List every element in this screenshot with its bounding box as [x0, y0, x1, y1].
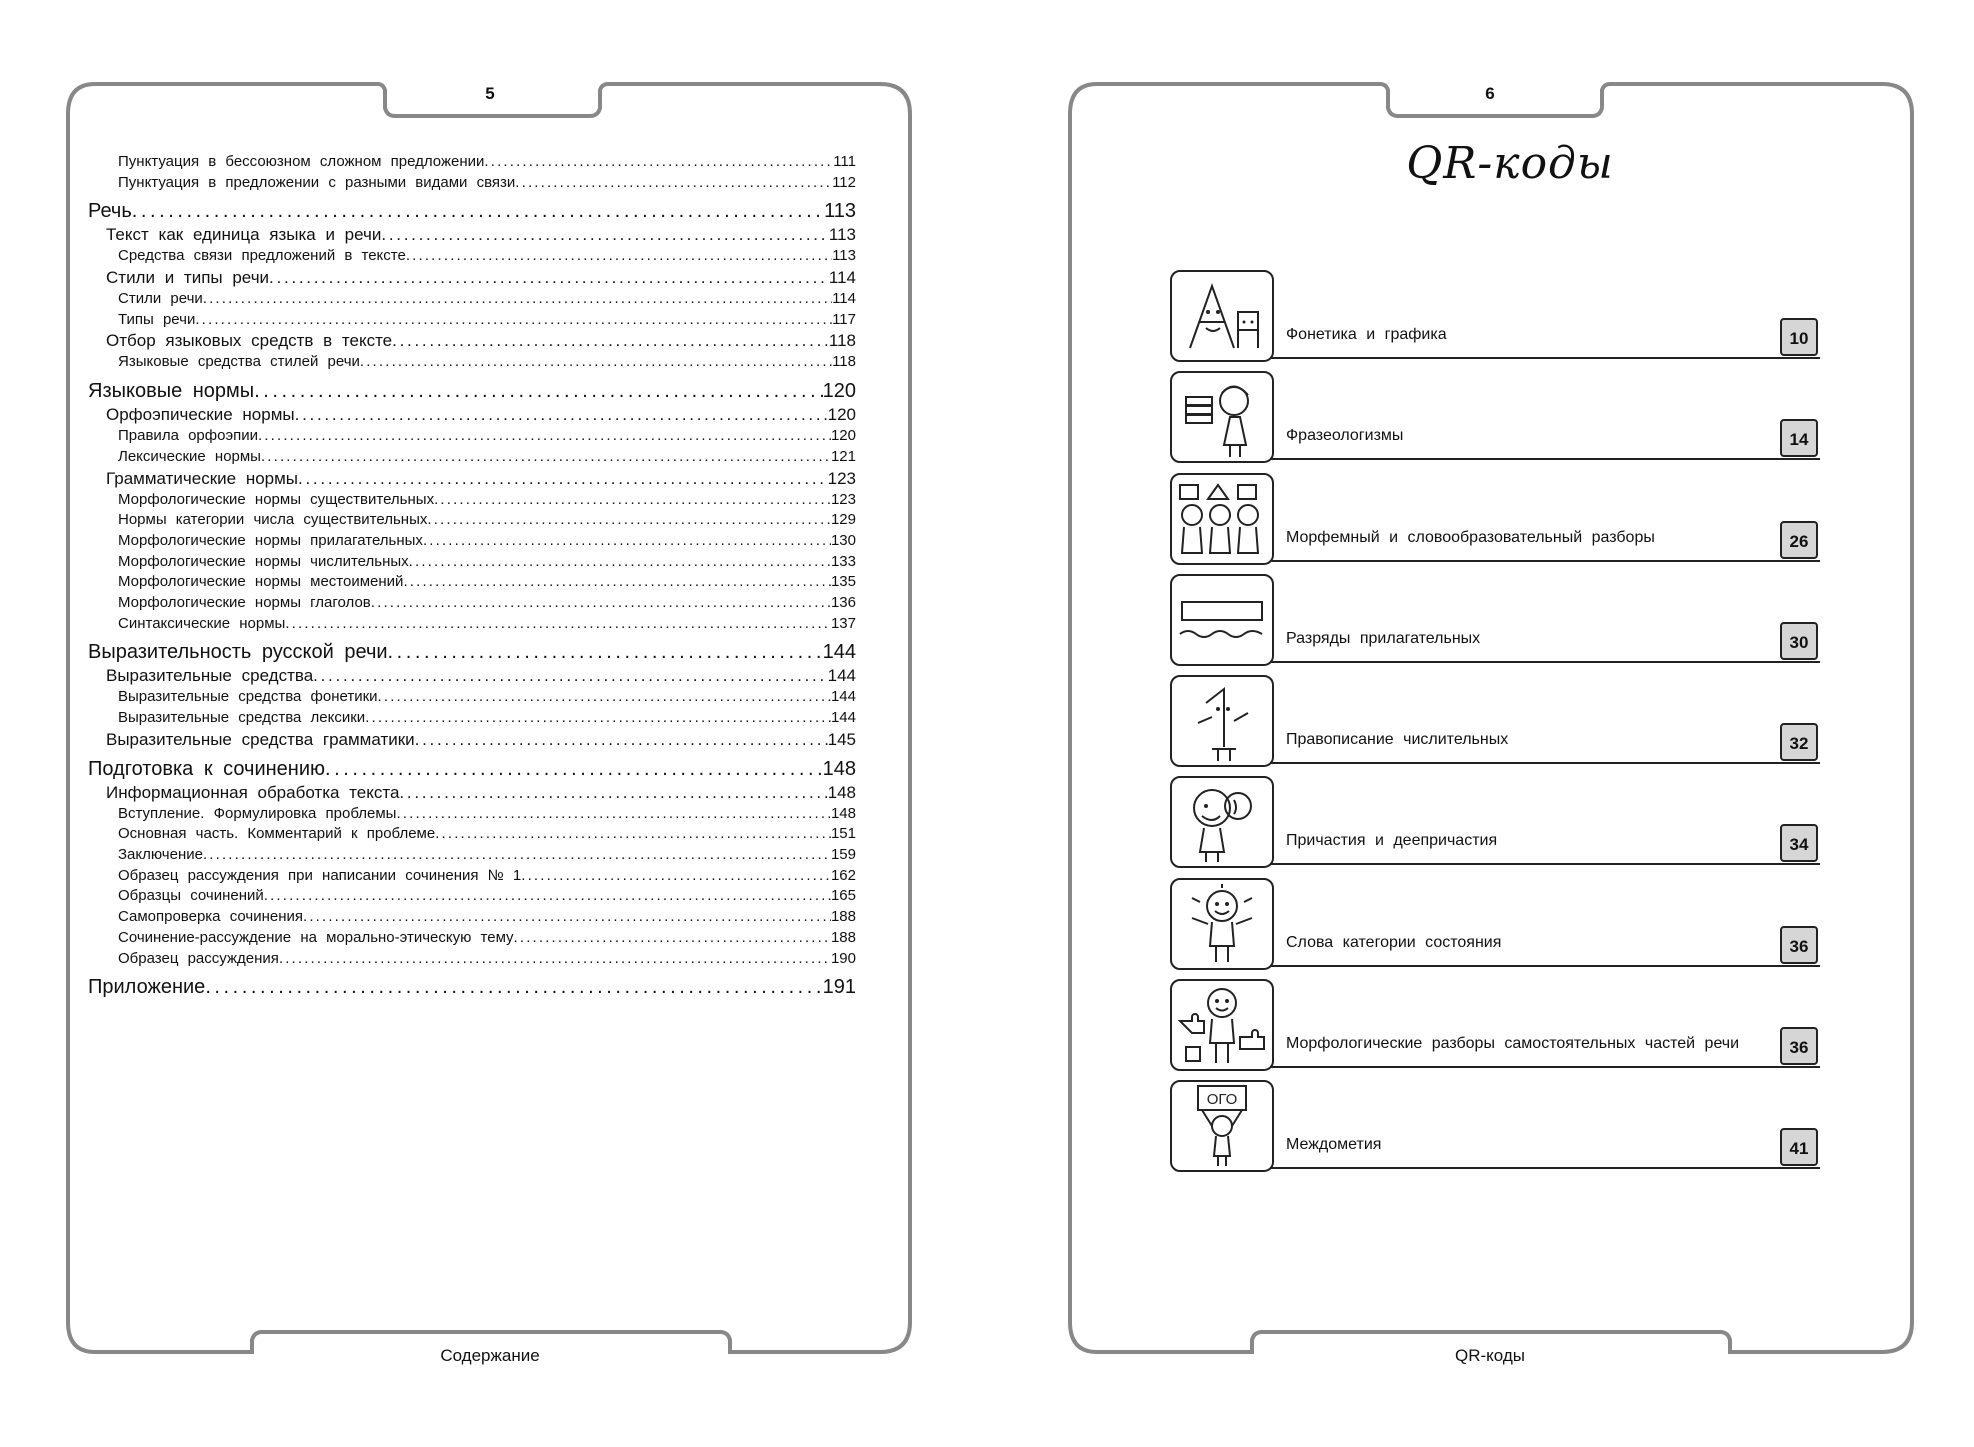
toc-entry[interactable]: [88, 908, 856, 929]
toc-leader-dots: [132, 200, 824, 223]
toc-entry[interactable]: [88, 950, 856, 971]
toc-entry[interactable]: [88, 976, 856, 1001]
toc-entry-title: Подготовка к сочинению: [88, 757, 326, 780]
toc-entry-title: Речь: [88, 200, 132, 223]
toc-entry-page: 117: [832, 310, 856, 328]
toc-entry-page: 144: [827, 666, 856, 686]
toc-leader-dots: [371, 594, 831, 611]
qr-item-page-badge: 34: [1780, 824, 1818, 862]
toc-leader-dots: [264, 887, 831, 904]
children-morpheme-signs-icon: [1170, 473, 1274, 565]
toc-entry[interactable]: [88, 867, 856, 888]
toc-entry-page: 111: [833, 153, 856, 170]
toc-entry-page: 112: [832, 173, 856, 191]
toc-entry-title: Морфологические нормы прилагательных: [118, 531, 423, 549]
qr-item-label: Фразеологизмы: [1286, 427, 1404, 445]
toc-leader-dots: [514, 929, 831, 946]
toc-entry[interactable]: [88, 247, 856, 268]
toc-entry[interactable]: [88, 758, 856, 783]
toc-entry-title: Морфологические нормы числительных: [118, 552, 409, 570]
qr-item-underline: [1270, 965, 1820, 967]
toc-entry-page: 159: [830, 846, 856, 864]
qr-item-label: Морфемный и словообразовательный разборы: [1286, 528, 1655, 546]
toc-leader-dots: [279, 950, 831, 967]
toc-entry[interactable]: [88, 846, 856, 867]
toc-entry-title: Образцы сочинений: [118, 887, 264, 905]
toc-leader-dots: [254, 380, 822, 403]
boy-puzzle-icon: [1170, 979, 1274, 1071]
toc-entry-title: Основная часть. Комментарий к проблеме: [118, 825, 436, 843]
toc-entry-page: 118: [828, 331, 856, 351]
qr-list-item[interactable]: [1170, 473, 1820, 574]
toc-leader-dots: [365, 709, 831, 726]
toc-entry-title: Текст как единица языка и речи: [106, 225, 382, 245]
toc-entry-title: Морфологические нормы местоимений: [118, 573, 404, 591]
toc-leader-dots: [403, 573, 831, 590]
boy-magnifier-icon: [1170, 776, 1274, 868]
toc-entry-page: 165: [830, 887, 856, 905]
toc-entry[interactable]: [88, 268, 856, 290]
qr-item-underline: [1270, 863, 1820, 865]
toc-leader-dots: [313, 666, 827, 686]
toc-entry[interactable]: [88, 615, 856, 636]
toc-leader-dots: [203, 290, 832, 307]
toc-entry-page: 137: [830, 614, 856, 632]
toc-entry-page: 114: [828, 268, 856, 288]
toc-entry-title: Отбор языковых средств в тексте: [106, 331, 393, 351]
toc-entry-title: Выразительные средства грамматики: [106, 729, 415, 749]
qr-item-page-badge: 32: [1780, 723, 1818, 761]
table-of-contents: [88, 153, 856, 1001]
toc-entry[interactable]: [88, 805, 856, 826]
toc-leader-dots: [298, 469, 828, 489]
qr-item-page-badge: 10: [1780, 318, 1818, 356]
toc-leader-dots: [435, 825, 831, 842]
toc-entry[interactable]: [88, 225, 856, 247]
toc-entry-title: Стили и типы речи: [106, 268, 270, 288]
toc-entry-page: 118: [832, 353, 856, 371]
qr-list-item[interactable]: [1170, 574, 1820, 675]
qr-code-list: [1170, 270, 1820, 1182]
qr-item-underline: [1270, 560, 1820, 562]
boy-sign-ogo-icon: [1170, 1080, 1274, 1172]
toc-leader-dots: [521, 867, 831, 884]
toc-entry-page: 113: [828, 225, 856, 245]
toc-entry[interactable]: [88, 688, 856, 709]
toc-entry-page: 136: [830, 593, 856, 611]
toc-entry[interactable]: [88, 380, 856, 405]
toc-entry-title: Морфологические нормы существительных: [118, 490, 435, 508]
toc-entry-page: 188: [830, 928, 856, 946]
toc-entry[interactable]: [88, 353, 856, 374]
toc-entry-title: Пунктуация в предложении с разными видами связи: [118, 173, 516, 191]
toc-entry-page: 130: [830, 531, 856, 549]
qr-list-item[interactable]: [1170, 371, 1820, 472]
toc-entry-page: 144: [830, 709, 856, 726]
toc-entry[interactable]: [88, 929, 856, 950]
toc-entry-page: 151: [830, 825, 856, 843]
toc-entry-title: Вступление. Формулировка проблемы: [118, 804, 397, 822]
qr-item-underline: [1270, 661, 1820, 663]
qr-list-item[interactable]: [1170, 878, 1820, 979]
toc-leader-dots: [392, 331, 829, 351]
toc-entry-title: Стили речи: [118, 290, 203, 308]
toc-entry-title: Языковые нормы: [88, 380, 255, 403]
toc-leader-dots: [258, 427, 831, 444]
qr-item-label: Слова категории состояния: [1286, 933, 1502, 951]
toc-entry[interactable]: [88, 290, 856, 311]
toc-entry[interactable]: [88, 174, 856, 195]
toc-entry-page: 129: [830, 511, 856, 529]
toc-entry[interactable]: [88, 825, 856, 846]
svg-text:ОГО: ОГО: [1206, 1091, 1238, 1109]
happy-boy-icon: [1170, 878, 1274, 970]
toc-entry-title: Языковые средства стилей речи: [118, 353, 360, 371]
qr-item-page-badge: 26: [1780, 521, 1818, 559]
toc-entry-title: Пунктуация в бессоюзном сложном предложении: [118, 153, 485, 170]
toc-leader-dots: [195, 311, 832, 328]
toc-entry[interactable]: [88, 405, 856, 427]
toc-leader-dots: [295, 405, 828, 425]
toc-entry-page: 121: [830, 447, 856, 465]
toc-entry[interactable]: [88, 427, 856, 448]
toc-entry[interactable]: [88, 491, 856, 512]
toc-entry-title: Образец рассуждения при написании сочинения № 1: [118, 866, 522, 884]
qr-item-underline: [1270, 1066, 1820, 1068]
toc-entry-page: 120: [827, 405, 856, 425]
toc-entry-page: 120: [822, 380, 856, 403]
toc-entry[interactable]: [88, 783, 856, 805]
qr-list-item[interactable]: [1170, 776, 1820, 877]
left-page-number: 5: [485, 84, 495, 103]
toc-entry-page: 190: [830, 949, 856, 967]
toc-entry[interactable]: [88, 666, 856, 688]
toc-entry-page: 148: [827, 782, 856, 802]
toc-entry-page: 113: [832, 247, 856, 265]
toc-entry-page: 145: [827, 729, 856, 749]
toc-leader-dots: [388, 641, 823, 664]
toc-entry-page: 188: [830, 908, 856, 926]
toc-leader-dots: [434, 491, 831, 508]
toc-entry-title: Правила орфоэпии: [118, 427, 258, 445]
toc-leader-dots: [423, 532, 831, 549]
toc-entry-page: 148: [830, 804, 856, 822]
toc-leader-dots: [415, 730, 828, 750]
qr-item-underline: [1270, 762, 1820, 764]
right-page-footer: QR-коды: [1454, 1346, 1525, 1365]
toc-leader-dots: [285, 615, 831, 632]
qr-item-page-badge: 30: [1780, 622, 1818, 660]
toc-entry-title: Морфологические нормы глаголов: [118, 593, 371, 611]
toc-entry-title: Образец рассуждения: [118, 949, 279, 967]
toc-leader-dots: [303, 908, 831, 925]
toc-entry-title: Типы речи: [118, 310, 196, 328]
qr-item-label: Морфологические разборы самостоятельных частей речи: [1286, 1035, 1740, 1053]
toc-entry[interactable]: [88, 709, 856, 730]
toc-entry[interactable]: [88, 331, 856, 353]
qr-item-page-badge: 36: [1780, 926, 1818, 964]
toc-entry[interactable]: [88, 730, 856, 752]
qr-list-item[interactable]: [1170, 270, 1820, 371]
toc-leader-dots: [409, 553, 831, 570]
toc-entry-page: 133: [830, 552, 856, 570]
toc-leader-dots: [269, 268, 829, 288]
toc-entry-page: 113: [824, 200, 856, 223]
qr-list-item[interactable]: [1170, 675, 1820, 776]
qr-item-underline: [1270, 1167, 1820, 1169]
toc-entry-title: Нормы категории числа существительных: [118, 511, 428, 529]
toc-leader-dots: [325, 758, 823, 781]
qr-item-page-badge: 14: [1780, 419, 1818, 457]
toc-entry-title: Заключение: [118, 846, 203, 864]
page-title: QR-коды: [1406, 138, 1614, 189]
toc-leader-dots: [406, 247, 832, 264]
qr-item-label: Междометия: [1286, 1136, 1382, 1154]
toc-entry-title: Выразительные средства фонетики: [118, 688, 378, 706]
toc-entry[interactable]: [88, 200, 856, 225]
toc-entry-title: Сочинение-рассуждение на морально-этическую тему: [118, 928, 514, 946]
toc-leader-dots: [427, 511, 831, 528]
toc-entry-title: Выразительные средства лексики: [118, 709, 366, 726]
qr-item-page-badge: 41: [1780, 1128, 1818, 1166]
qr-item-label: Фонетика и графика: [1286, 326, 1447, 343]
toc-entry-page: 148: [822, 757, 856, 780]
toc-entry[interactable]: [88, 553, 856, 574]
toc-entry-title: Лексические нормы: [118, 447, 261, 465]
toc-entry[interactable]: [88, 153, 856, 174]
toc-leader-dots: [378, 688, 831, 705]
toc-entry[interactable]: [88, 573, 856, 594]
toc-entry[interactable]: [88, 511, 856, 532]
toc-entry-page: 123: [827, 468, 856, 488]
toc-leader-dots: [399, 783, 827, 803]
toc-entry-page: 120: [830, 427, 856, 445]
toc-leader-dots: [484, 153, 833, 170]
toc-entry-page: 191: [822, 976, 856, 999]
letters-a-ya-icon: [1170, 270, 1274, 362]
toc-leader-dots: [203, 846, 831, 863]
toc-entry-page: 144: [830, 688, 856, 706]
toc-leader-dots: [396, 805, 831, 822]
toc-leader-dots: [381, 225, 829, 245]
toc-entry[interactable]: [88, 532, 856, 553]
toc-entry-page: 144: [822, 641, 856, 664]
number-one-character-icon: [1170, 675, 1274, 767]
underline-wavy-icon: [1170, 574, 1274, 666]
qr-item-label: Разряды прилагательных: [1286, 629, 1481, 647]
toc-leader-dots: [205, 976, 822, 999]
toc-entry-page: 114: [832, 290, 856, 308]
toc-entry[interactable]: [88, 469, 856, 491]
toc-entry-title: Выразительные средства: [106, 666, 314, 686]
toc-entry[interactable]: [88, 311, 856, 332]
toc-entry[interactable]: [88, 641, 856, 666]
toc-leader-dots: [261, 448, 831, 465]
qr-item-label: Причастия и деепричастия: [1286, 832, 1498, 850]
right-page-number: 6: [1485, 84, 1495, 103]
toc-entry-page: 123: [830, 490, 856, 508]
qr-list-item[interactable]: [1170, 979, 1820, 1080]
toc-entry-page: 162: [830, 866, 856, 884]
qr-item-page-badge: 36: [1780, 1027, 1818, 1065]
toc-leader-dots: [360, 353, 832, 370]
toc-entry-title: Выразительность русской речи: [88, 641, 388, 664]
toc-entry-title: Орфоэпические нормы: [106, 405, 295, 425]
qr-list-item[interactable]: [1170, 1080, 1820, 1181]
qr-item-label: Правописание числительных: [1286, 731, 1509, 749]
toc-entry-title: Самопроверка сочинения: [118, 908, 303, 926]
toc-entry-title: Грамматические нормы: [106, 468, 299, 488]
toc-entry-title: Средства связи предложений в тексте: [118, 247, 406, 265]
toc-entry-page: 135: [830, 573, 856, 591]
toc-entry-title: Синтаксические нормы: [118, 614, 286, 632]
toc-entry[interactable]: [88, 448, 856, 469]
toc-leader-dots: [515, 174, 832, 191]
toc-entry[interactable]: [88, 594, 856, 615]
qr-item-underline: [1270, 458, 1820, 460]
girl-with-books-icon: [1170, 371, 1274, 463]
toc-entry-title: Информационная обработка текста: [106, 782, 400, 802]
left-page-footer: Содержание: [440, 1346, 540, 1365]
qr-item-underline: [1270, 357, 1820, 359]
toc-entry-title: Приложение: [88, 976, 206, 999]
toc-entry[interactable]: [88, 887, 856, 908]
